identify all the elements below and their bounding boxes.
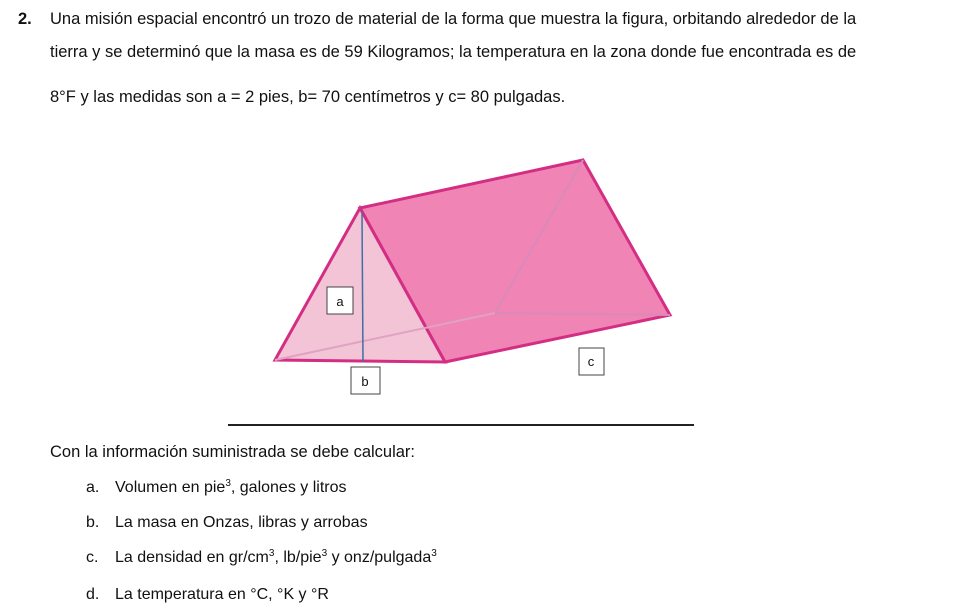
problem-line-2: tierra y se determinó que la masa es de 59 Kilogramos; la temperatura en la zona donde fue encontrada es de xyxy=(50,43,857,61)
divider-line xyxy=(228,424,694,426)
problem-line-3: 8°F y las medidas son a = 2 pies, b= 70 centímetros y c= 80 pulgadas. xyxy=(50,88,566,106)
list-item-c: c. La densidad en $gr/cm^3$, lb/pie$^3$ y onz/pulgada$^3$ xyxy=(86,548,437,566)
problem-line-1: Una misión espacial encontró un trozo de material de la forma que muestra la figura, orbitando alrededor de la xyxy=(50,10,857,28)
problem-number: 2. xyxy=(18,10,32,28)
label-b: b xyxy=(361,374,369,389)
list-item-d: d. La temperatura en °C, °K y °R xyxy=(86,586,329,603)
triangular-prism-figure xyxy=(255,140,695,402)
list-item-b: b. La masa en Onzas, libras y arrobas xyxy=(86,514,368,531)
label-c: c xyxy=(587,354,595,369)
instructions-intro: Con la información suministrada se debe calcular: xyxy=(50,443,416,461)
list-item-a: a. Volumen en pie$^3$, galones y litros xyxy=(86,478,347,496)
label-a: a xyxy=(336,294,344,309)
height-line-a xyxy=(362,212,363,362)
